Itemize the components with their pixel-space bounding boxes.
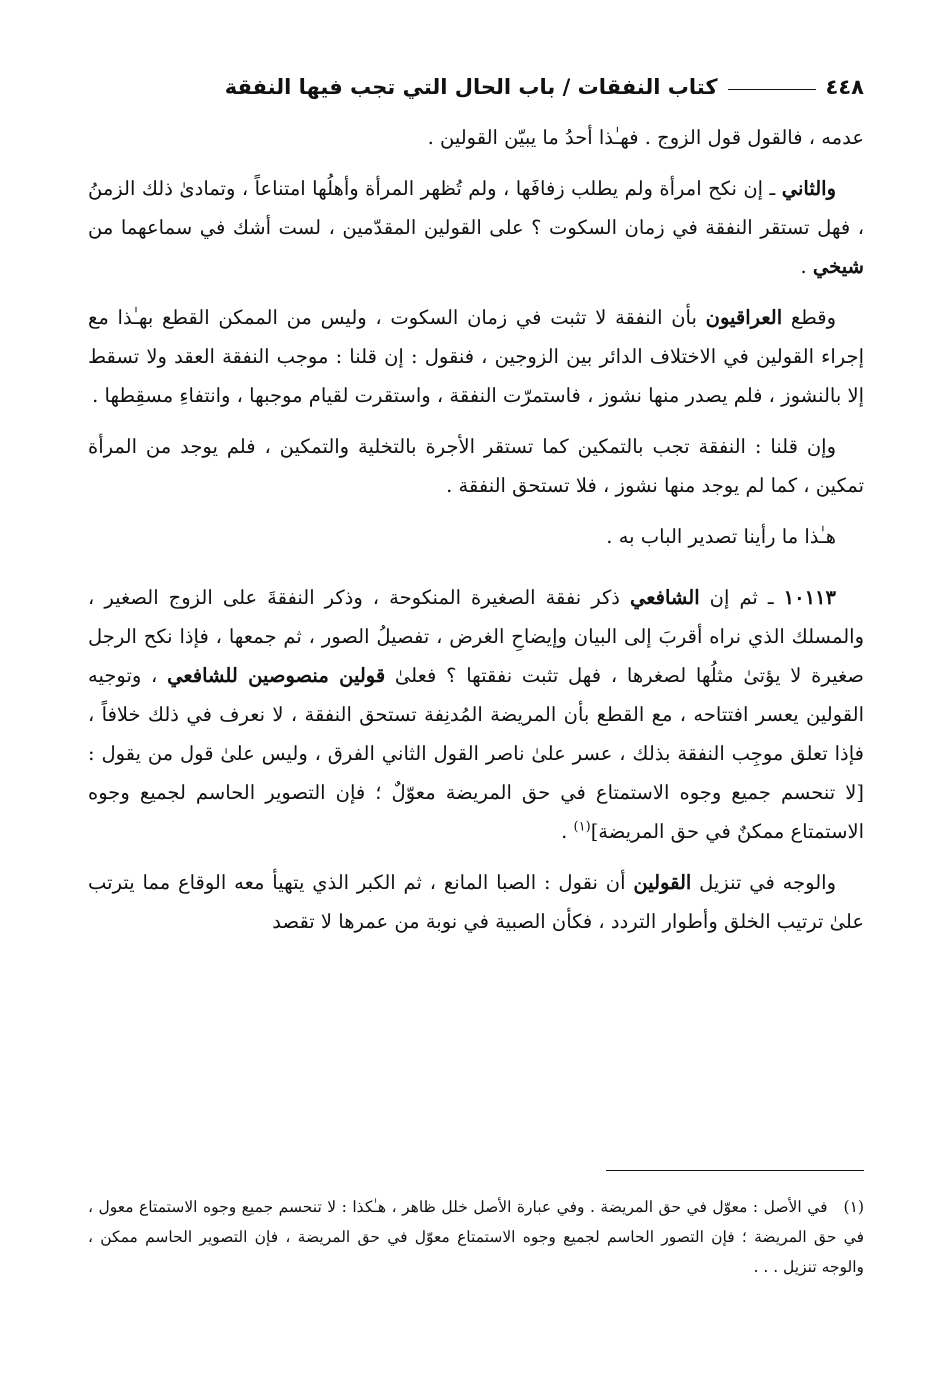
paragraph-2 <box>88 169 864 286</box>
footnote-number: (١) <box>843 1198 864 1216</box>
header-rule <box>728 89 816 90</box>
footnote-ref[interactable]: (١) <box>573 819 591 835</box>
paragraph-7-bold: القولين <box>633 871 692 894</box>
paragraph-2-bold-end: شيخي <box>812 255 864 278</box>
paragraph-5 <box>88 517 864 556</box>
paragraph-6-bold: الشافعي <box>629 586 700 609</box>
paragraph-5-text: هـٰذا ما رأينا تصدير الباب به . <box>606 525 836 548</box>
footnote <box>88 1192 864 1282</box>
section-number: ١٠١١٣ <box>783 586 836 609</box>
page-number: ٤٤٨ <box>825 75 864 99</box>
paragraph-4-text: وإن قلنا : النفقة تجب بالتمكين كما تستقر الأجرة بالتخلية والتمكين ، فلم يوجد من المرأة تمكين ، كما لم يوجد منها نشوز ، فلا تستحق النفقة . <box>88 435 864 497</box>
paragraph-3-bold: العراقيون <box>705 306 783 329</box>
paragraph-7-pre: والوجه في تنزيل <box>691 871 837 894</box>
main-text <box>88 118 864 953</box>
paragraph-4 <box>88 427 864 505</box>
paragraph-6-tail: . <box>561 820 574 843</box>
paragraph-3-text: بأن النفقة لا تثبت في زمان السكوت ، وليس من الممكن القطع بهـٰذا مع إجراء القولين في الاختلاف الدائر بين الزوجين ، فنقول : إن قلنا : موجب النفقة العقد ولا تسقط إلا بالنشوز ، فلم يصدر منها نشوز ، فاستمرّت النفقة ، واستقرت لقيام موجبها ، وانتفاءِ مسقِطها . <box>88 306 864 407</box>
header-title: كتاب النفقات / باب الحال التي تجب فيها النفقة <box>224 75 718 99</box>
paragraph-7-text: أن نقول : الصبا المانع ، ثم الكبر الذي يتهيأ معه الوقاع مما يترتب علىٰ ترتيب الخلق وأطوار التردد ، فكأن الصبية في نوبة من عمرها لا تقصد <box>88 871 864 933</box>
footnote-rule <box>606 1170 864 1171</box>
paragraph-1-text: عدمه ، فالقول قول الزوج . فهـٰذا أحدُ ما يبيّن القولين . <box>427 126 864 149</box>
paragraph-2-lead: والثاني <box>781 177 836 200</box>
paragraph-1 <box>88 118 864 157</box>
paragraph-7 <box>88 863 864 941</box>
paragraph-6-text-2: ، وتوجيه القولين يعسر افتتاحه ، مع القطع بأن المريضة المُدنِفة تستحق النفقة ، لا نعرف في ذلك خلافاً ، فإذا تعلق موجِب النفقة بذلك ، عسر علىٰ ناصر القول الثاني الفرق ، وليس علىٰ قول من يقول : [لا تنحسم جميع وجوه الاستمتاع في حق المريضة معوّلٌ ؛ فإن التصوير الحاسم لجميع وجوه الاستمتاع ممكنٌ في حق المريضة] <box>88 664 864 843</box>
paragraph-3 <box>88 298 864 415</box>
paragraph-2-text: ـ إن نكح امرأة ولم يطلب زفافَها ، ولم تُظهر المرأة وأهلُها امتناعاً ، وتمادىٰ ذلك الزمنُ ، فهل تستقر النفقة في زمان السكوت ؟ على القولين المقدّمين ، لست أشك في سماعهما من <box>88 177 864 239</box>
paragraph-2-tail: . <box>800 255 813 278</box>
paragraph-6-text: ذكر نفقة الصغيرة المنكوحة ، وذكر النفقةَ على الزوج الصغير ، والمسلك الذي نراه أقربَ إلى البيان وإيضاحِ الغرض ، تفصيلُ الصور ، ثم جمعها ، فإذا نكح الرجل صغيرة لا يؤتىٰ مثلُها لصغرها ، فهل تثبت نفقتها ؟ فعلىٰ <box>88 586 864 687</box>
running-header <box>80 70 864 104</box>
footnote-text: في الأصل : معوّل في حق المريضة . وفي عبارة الأصل خلل ظاهر ، هـٰكذا : لا تنحسم جميع وجوه الاستمتاع معول ، في حق المريضة ؛ فإن التصور الحاسم لجميع وجوه الاستمتاع معوّل في حق المريضة ، فإن التصوير الحاسم ممكن ، والوجه تنزيل . . . <box>88 1198 864 1276</box>
paragraph-6-pre: ـ ثم إن <box>699 586 784 609</box>
paragraph-6 <box>88 578 864 851</box>
paragraph-3-pre: وقطع <box>782 306 836 329</box>
paragraph-6-bold-2: قولين منصوصين للشافعي <box>167 664 386 687</box>
